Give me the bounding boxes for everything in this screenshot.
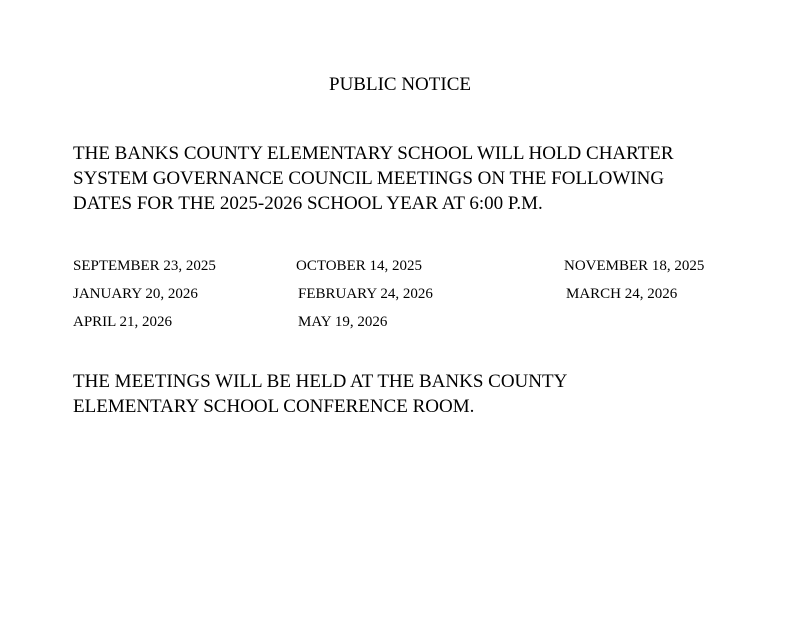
meeting-date: MAY 19, 2026 <box>298 314 388 330</box>
meeting-date: SEPTEMBER 23, 2025 <box>73 258 216 274</box>
notice-closing-paragraph <box>73 369 773 419</box>
intro-line: THE BANKS COUNTY ELEMENTARY SCHOOL WILL HOLD CHARTER <box>73 143 674 164</box>
meeting-date: JANUARY 20, 2026 <box>73 286 198 302</box>
intro-line: DATES FOR THE 2025-2026 SCHOOL YEAR AT 6:00 P.M. <box>73 193 543 214</box>
closing-line: THE MEETINGS WILL BE HELD AT THE BANKS COUNTY <box>73 371 568 392</box>
meeting-date: OCTOBER 14, 2025 <box>296 258 422 274</box>
meeting-date: APRIL 21, 2026 <box>73 314 173 330</box>
notice-title: PUBLIC NOTICE <box>329 74 471 95</box>
closing-line: ELEMENTARY SCHOOL CONFERENCE ROOM. <box>73 396 475 417</box>
meeting-date: FEBRUARY 24, 2026 <box>298 286 433 302</box>
intro-line: SYSTEM GOVERNANCE COUNCIL MEETINGS ON THE FOLLOWING <box>73 168 665 189</box>
notice-intro-paragraph <box>73 141 773 216</box>
meeting-date: NOVEMBER 18, 2025 <box>564 258 705 274</box>
meeting-date: MARCH 24, 2026 <box>566 286 678 302</box>
